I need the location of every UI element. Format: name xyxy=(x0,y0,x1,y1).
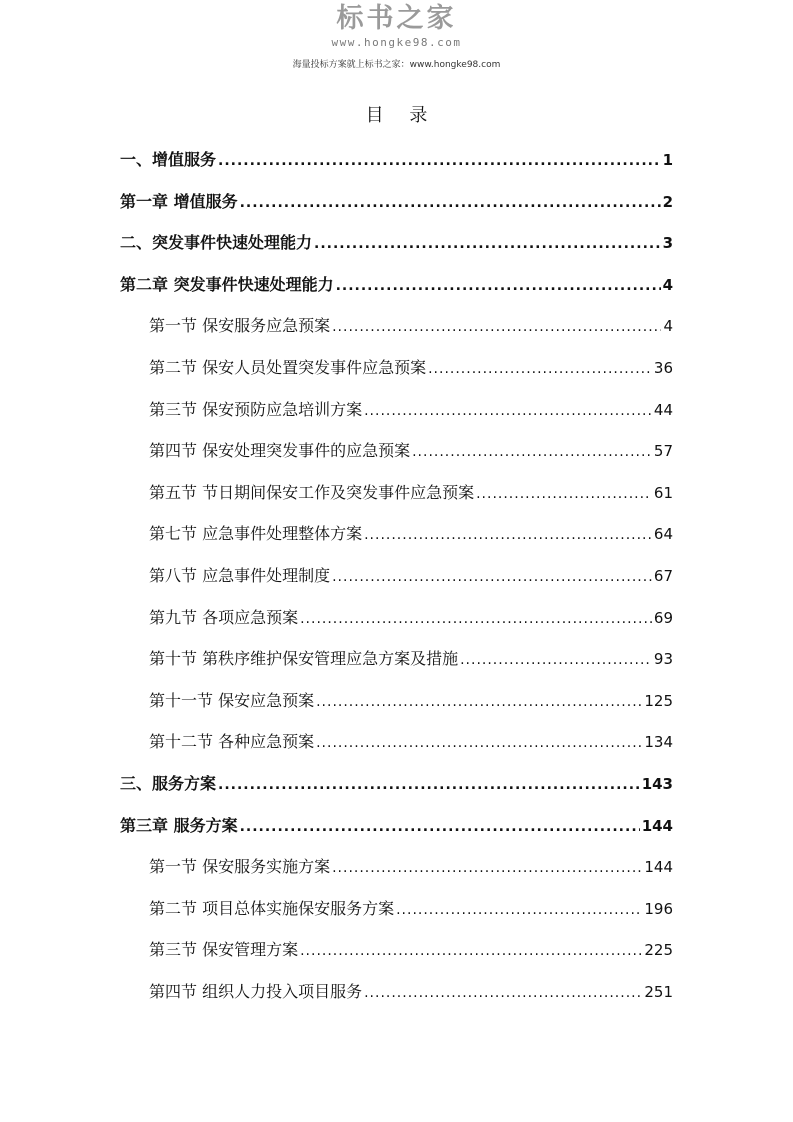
toc-entry-page-number: 144 xyxy=(644,858,673,876)
toc-entry-page-number: 125 xyxy=(644,692,673,710)
toc-entry[interactable] xyxy=(149,854,673,878)
toc-entry[interactable] xyxy=(149,729,673,753)
toc-entry-page-number: 225 xyxy=(644,941,673,959)
toc-dot-leader xyxy=(364,401,652,421)
toc-entry[interactable] xyxy=(149,896,673,920)
toc-entry-label: 第十二节 各种应急预案 xyxy=(149,732,315,751)
toc-entry[interactable] xyxy=(120,230,673,254)
toc-entry-label: 三、服务方案 xyxy=(120,774,217,793)
toc-dot-leader xyxy=(476,484,652,504)
toc-entry-page-number: 4 xyxy=(662,276,673,294)
site-logo: 标书之家 xyxy=(336,3,457,34)
toc-entry-label: 第十节 第秩序维护保安管理应急方案及措施 xyxy=(149,649,459,668)
toc-entry-page-number: 61 xyxy=(653,484,673,502)
toc-dot-leader xyxy=(460,650,652,670)
toc-entry-label: 第一章 增值服务 xyxy=(120,192,238,211)
toc-entry[interactable] xyxy=(149,646,673,670)
toc-title: 目 录 xyxy=(365,105,438,126)
toc-entry-label: 第四节 组织人力投入项目服务 xyxy=(149,982,363,1001)
toc-entry-page-number: 196 xyxy=(644,900,673,918)
toc-dot-leader xyxy=(218,151,661,171)
toc-entry[interactable] xyxy=(149,521,673,545)
site-logo-url: www.hongke98.com xyxy=(331,36,462,49)
toc-entry[interactable] xyxy=(120,771,673,795)
toc-dot-leader xyxy=(332,858,642,878)
toc-entry[interactable] xyxy=(149,355,673,379)
toc-dot-leader xyxy=(364,525,652,545)
toc-entry-page-number: 44 xyxy=(653,401,673,419)
toc-dot-leader xyxy=(300,609,652,629)
toc-entry[interactable] xyxy=(149,313,673,337)
toc-entry-label: 第七节 应急事件处理整体方案 xyxy=(149,524,363,543)
toc-dot-leader xyxy=(240,193,661,213)
toc-entry[interactable] xyxy=(149,688,673,712)
toc-dot-leader xyxy=(316,733,642,753)
toc-entry[interactable] xyxy=(149,979,673,1003)
toc-dot-leader xyxy=(316,692,642,712)
toc-entry[interactable] xyxy=(149,937,673,961)
toc-entry[interactable] xyxy=(149,563,673,587)
toc-entry[interactable] xyxy=(120,189,673,213)
toc-entry-label: 第四节 保安处理突发事件的应急预案 xyxy=(149,441,411,460)
toc-entry[interactable] xyxy=(149,480,673,504)
toc-entry-page-number: 144 xyxy=(641,817,673,835)
toc-entry[interactable] xyxy=(149,438,673,462)
toc-entry-label: 第一节 保安服务实施方案 xyxy=(149,857,331,876)
toc-entry[interactable] xyxy=(120,147,673,171)
toc-dot-leader xyxy=(396,900,642,920)
toc-entry[interactable] xyxy=(149,605,673,629)
toc-entry-page-number: 57 xyxy=(653,442,673,460)
toc-entry[interactable] xyxy=(120,272,673,296)
toc-entry-page-number: 4 xyxy=(663,317,673,335)
toc-entry-label: 第二章 突发事件快速处理能力 xyxy=(120,275,334,294)
toc-entry-label: 第一节 保安服务应急预案 xyxy=(149,316,331,335)
toc-entry-label: 第三章 服务方案 xyxy=(120,816,238,835)
toc-entry-page-number: 93 xyxy=(653,650,673,668)
toc-dot-leader xyxy=(240,817,640,837)
toc-entry-page-number: 1 xyxy=(662,151,673,169)
page-header xyxy=(0,4,793,71)
toc-entry-label: 第八节 应急事件处理制度 xyxy=(149,566,331,585)
toc-entry-label: 第三节 保安预防应急培训方案 xyxy=(149,400,363,419)
toc-entry-label: 第十一节 保安应急预案 xyxy=(149,691,315,710)
toc-dot-leader xyxy=(332,317,661,337)
toc-entry-page-number: 69 xyxy=(653,609,673,627)
toc-dot-leader xyxy=(336,276,661,296)
toc-entry-page-number: 36 xyxy=(653,359,673,377)
toc-entry[interactable] xyxy=(120,813,673,837)
toc-entry-label: 第二节 项目总体实施保安服务方案 xyxy=(149,899,395,918)
toc-dot-leader xyxy=(314,234,661,254)
toc-entry-label: 二、突发事件快速处理能力 xyxy=(120,233,313,252)
toc-dot-leader xyxy=(332,567,652,587)
toc-dot-leader xyxy=(428,359,652,379)
toc-entry-page-number: 251 xyxy=(644,983,673,1001)
toc-entry-page-number: 3 xyxy=(662,234,673,252)
toc-dot-leader xyxy=(412,442,652,462)
toc-entry-label: 第三节 保安管理方案 xyxy=(149,940,299,959)
toc-dot-leader xyxy=(218,775,640,795)
toc-entry-label: 第五节 节日期间保安工作及突发事件应急预案 xyxy=(149,483,475,502)
toc-dot-leader xyxy=(300,941,642,961)
header-tagline: 海量投标方案就上标书之家：www.hongke98.com xyxy=(292,60,501,70)
toc-entry-page-number: 134 xyxy=(644,733,673,751)
toc-entry-label: 第二节 保安人员处置突发事件应急预案 xyxy=(149,358,427,377)
toc-entry-page-number: 64 xyxy=(653,525,673,543)
toc-entry-page-number: 2 xyxy=(662,193,673,211)
toc-entry-page-number: 143 xyxy=(641,775,673,793)
toc-entry-page-number: 67 xyxy=(653,567,673,585)
toc-entry[interactable] xyxy=(149,397,673,421)
toc-entry-label: 第九节 各项应急预案 xyxy=(149,608,299,627)
toc-entry-label: 一、增值服务 xyxy=(120,150,217,169)
toc-dot-leader xyxy=(364,983,642,1003)
